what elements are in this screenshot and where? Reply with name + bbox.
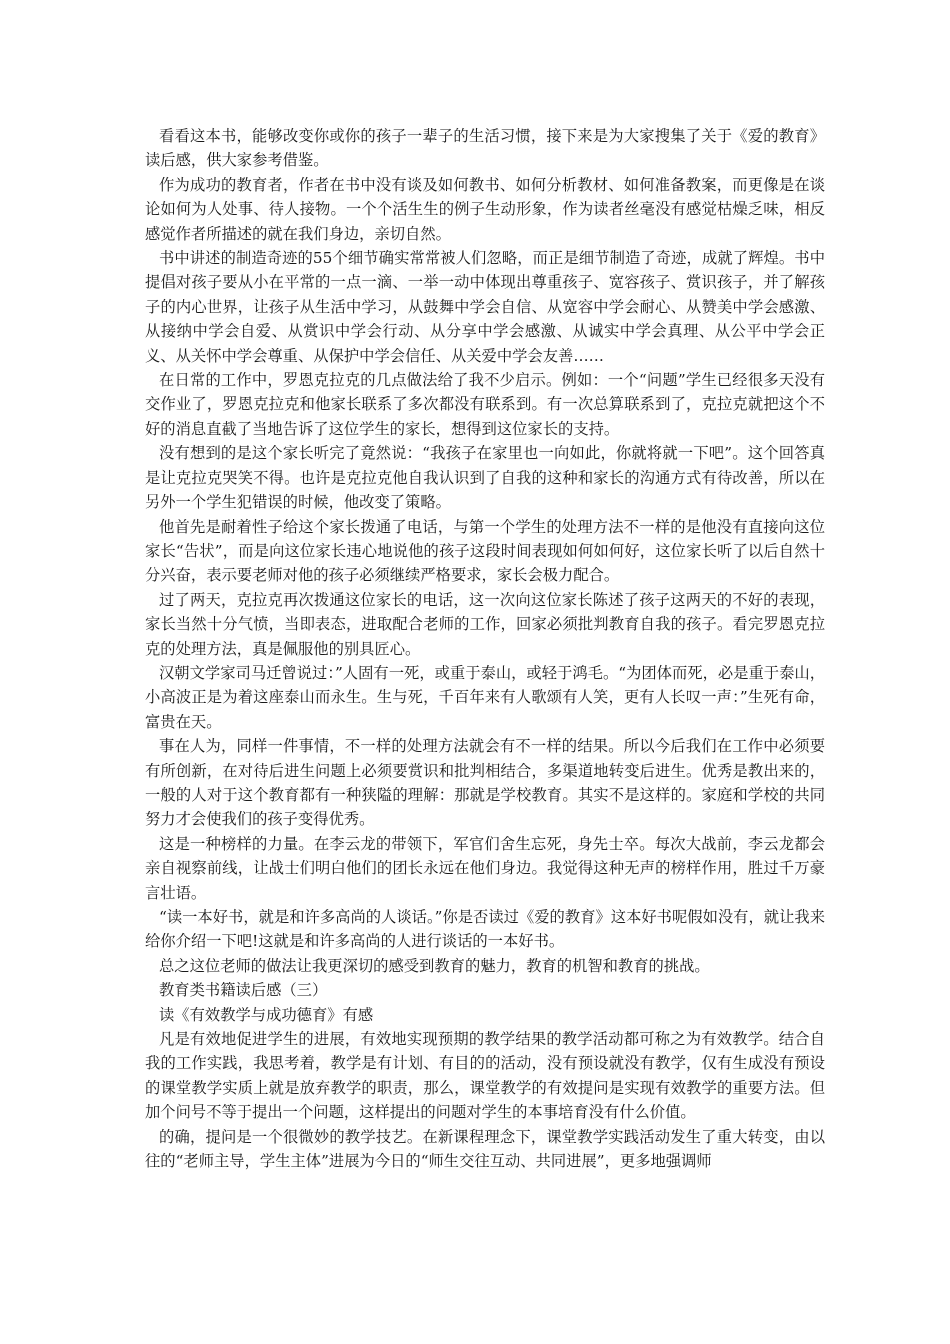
paragraph-9: 事在人为，同样一件事情，不一样的处理方法就会有不一样的结果。所以今后我们在工作中必须要有所创新，在对待后进生问题上必须要赏识和批判相结合，多渠道地转变后进生。优秀是教出来的，一般的人对于这个教育都有一种狭隘的理解：那就是学校教育。其实不是这样的。家庭和学校的共同努力才会使我们的孩子变得优秀。 — [145, 737, 825, 829]
paragraph-1: 看看这本书，能够改变你或你的孩子一辈子的生活习惯，接下来是为大家搜集了关于《爱的教育》读后感，供大家参考借鉴。 — [145, 127, 825, 170]
paragraph-8: 汉朝文学家司马迁曾说过：”人固有一死，或重于泰山，或轻于鸿毛。“为团体而死，必是重于泰山，小高波正是为着这座泰山而永生。生与死，千百年来有人歌颂有人笑，更有人长叹一声：”生死有命，富贵在天。 — [145, 663, 825, 731]
paragraph-3: 书中讲述的制造奇迹的55个细节确实常常被人们忽略，而正是细节制造了奇迹，成就了辉煌。书中提倡对孩子要从小在平常的一点一滴、一举一动中体现出尊重孩子、宽容孩子、赏识孩子，并了解孩子的内心世界，让孩子从生活中学习，从鼓舞中学会自信、从宽容中学会耐心、从赞美中学会感激、从接纳中学会自爱、从赏识中学会行动、从分享中学会感激、从诚实中学会真理、从公平中学会正义、从关怀中学会尊重、从保护中学会信任、从关爱中学会友善…… — [145, 249, 825, 365]
section-heading: 教育类书籍读后感（三） — [159, 981, 328, 1000]
paragraph-7: 过了两天，克拉克再次拨通这位家长的电话，这一次向这位家长陈述了孩子这两天的不好的表现，家长当然十分气愤，当即表态，进取配合老师的工作，回家必须批判教育自我的孩子。看完罗恩克拉克的处理方法，真是佩服他的别具匠心。 — [145, 590, 825, 658]
paragraph-11: “读一本好书，就是和许多高尚的人谈话。”你是否读过《爱的教育》这本好书呢假如没有，就让我来给你介绍一下吧!这就是和许多高尚的人进行谈话的一本好书。 — [145, 908, 825, 951]
section-subheading: 读《有效教学与成功德育》有感 — [159, 1005, 374, 1024]
paragraph-16: 的确，提问是一个很微妙的教学技艺。在新课程理念下，课堂教学实践活动发生了重大转变，由以往的“老师主导，学生主体”进展为今日的“师生交往互动、共同进展”，更多地强调师 — [145, 1127, 825, 1171]
paragraph-12: 总之这位老师的做法让我更深切的感受到教育的魅力，教育的机智和教育的挑战。 — [159, 956, 710, 975]
document-body — [145, 124, 825, 1173]
paragraph-5: 没有想到的是这个家长听完了竟然说：“我孩子在家里也一向如此，你就将就一下吧”。这个回答真是让克拉克哭笑不得。也许是克拉克他自我认识到了自我的这种和家长的沟通方式有待改善，所以在另外一个学生犯错误的时候，他改变了策略。 — [145, 444, 825, 512]
paragraph-6: 他首先是耐着性子给这个家长拨通了电话，与第一个学生的处理方法不一样的是他没有直接向这位家长“告状”，而是向这位家长违心地说他的孩子这段时间表现如何如何好，这位家长听了以后自然十分兴奋，表示要老师对他的孩子必须继续严格要求，家长会极力配合。 — [145, 517, 825, 585]
paragraph-2: 作为成功的教育者，作者在书中没有谈及如何教书、如何分析教材、如何准备教案，而更像是在谈论如何为人处事、待人接物。一个个活生生的例子生动形象，作为读者丝毫没有感觉枯燥乏味，相反感觉作者所描述的就在我们身边，亲切自然。 — [145, 175, 825, 243]
paragraph-10: 这是一种榜样的力量。在李云龙的带领下，军官们舍生忘死，身先士卒。每次大战前，李云龙都会亲自视察前线，让战士们明白他们的团长永远在他们身边。我觉得这种无声的榜样作用，胜过千万豪言壮语。 — [145, 834, 825, 902]
paragraph-15: 凡是有效地促进学生的进展，有效地实现预期的教学结果的教学活动都可称之为有效教学。结合自我的工作实践，我思考着，教学是有计划、有目的的活动，没有预设就没有教学，仅有生成没有预设的课堂教学实质上就是放弃教学的职责，那么，课堂教学的有效提问是实现有效教学的重要方法。但加个问号不等于提出一个问题，这样提出的问题对学生的本事培育没有什么价值。 — [145, 1030, 825, 1122]
paragraph-4: 在日常的工作中，罗恩克拉克的几点做法给了我不少启示。例如：一个“问题”学生已经很多天没有交作业了，罗恩克拉克和他家长联系了多次都没有联系到。有一次总算联系到了，克拉克就把这个不好的消息直截了当地告诉了这位学生的家长，想得到这位家长的支持。 — [145, 371, 825, 438]
